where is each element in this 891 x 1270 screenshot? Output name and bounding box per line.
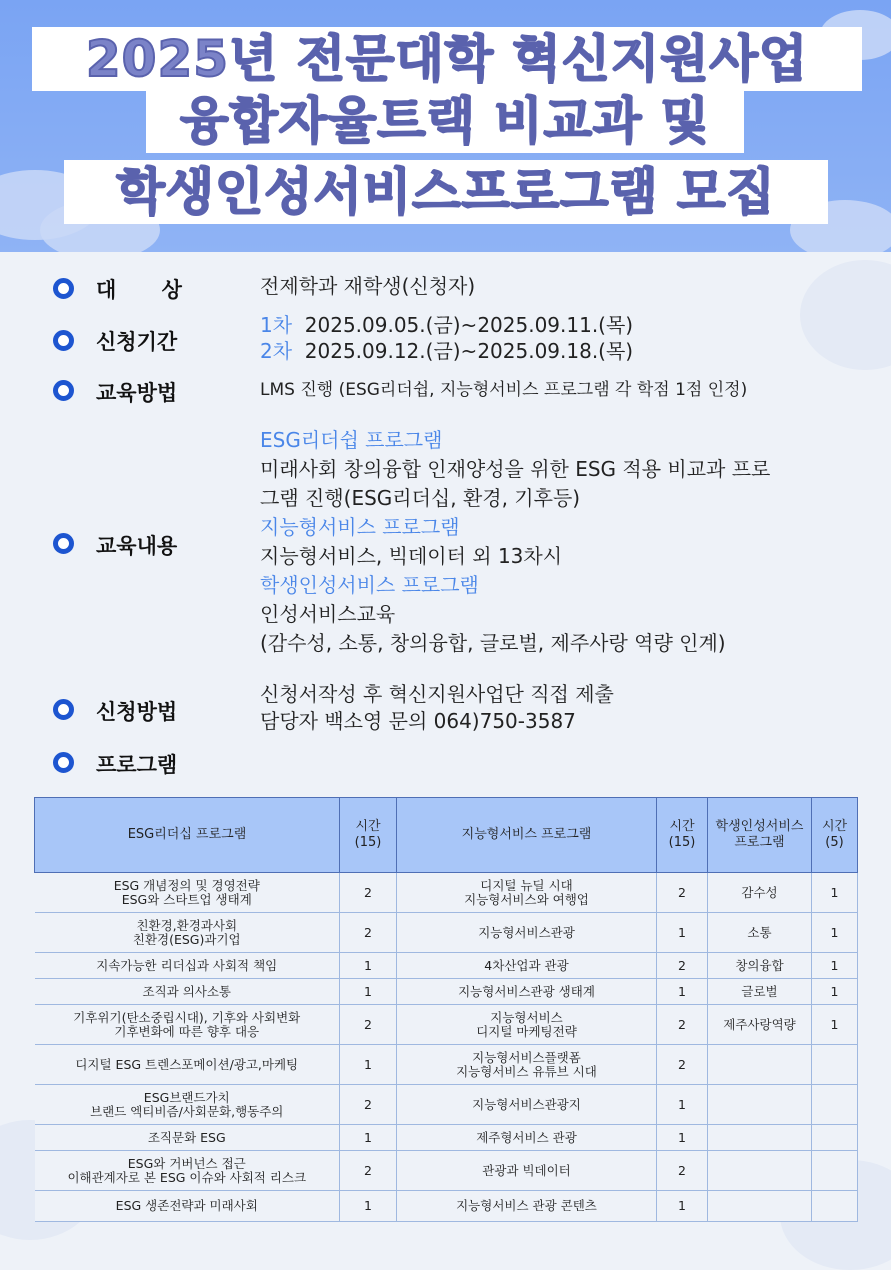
- round2-tag: 2차: [260, 339, 293, 363]
- apply-line-1: 신청서작성 후 혁신지원사업단 직접 제출: [260, 682, 614, 706]
- smart-hours-cell: 1: [657, 1125, 708, 1151]
- period-round1: [260, 311, 633, 339]
- smart-program-desc: 지능형서비스, 빅데이터 외 13차시: [260, 544, 563, 568]
- target-label: 대 상: [96, 278, 182, 302]
- esg-topic-cell: 조직문화 ESG: [35, 1125, 340, 1151]
- header-esg-hours: 시간 (15): [340, 798, 397, 873]
- table-row: [35, 1005, 858, 1045]
- smart-hours-cell: 2: [657, 1151, 708, 1191]
- smart-hours-cell: 1: [657, 913, 708, 953]
- smart-topic-cell: 제주형서비스 관광: [397, 1125, 657, 1151]
- esg-topic-cell: 디지털 ESG 트렌스포메이션/광고,마케팅: [35, 1045, 340, 1085]
- character-hours-cell: [812, 1191, 858, 1222]
- smart-hours-cell: 2: [657, 1045, 708, 1085]
- esg-topic-cell: 기후위기(탄소중립시대), 기후와 사회변화 기후변화에 따른 향후 대응: [35, 1005, 340, 1045]
- smart-hours-cell: 2: [657, 873, 708, 913]
- table-row: [35, 913, 858, 953]
- esg-hours-cell: 1: [340, 953, 397, 979]
- method-value: LMS 진행 (ESG리더쉽, 지능형서비스 프로그램 각 학점 1점 인정): [260, 380, 748, 400]
- character-topic-cell: 감수성: [708, 873, 812, 913]
- bullet-icon: [53, 330, 74, 351]
- period-round2: [260, 337, 633, 365]
- smart-program-title: 지능형서비스 프로그램: [260, 515, 460, 539]
- smart-topic-cell: 지능형서비스관광 생태계: [397, 979, 657, 1005]
- table-row: [35, 1151, 858, 1191]
- smart-topic-cell: 지능형서비스관광지: [397, 1085, 657, 1125]
- character-hours-cell: [812, 1085, 858, 1125]
- character-topic-cell: 글로벌: [708, 979, 812, 1005]
- title-line-3: 학생인성서비스프로그램 모집: [64, 160, 828, 224]
- apply-label: 신청방법: [96, 700, 178, 724]
- smart-hours-cell: 2: [657, 1005, 708, 1045]
- smart-topic-cell: 관광과 빅데이터: [397, 1151, 657, 1191]
- header-character-hours: 시간 (5): [812, 798, 858, 873]
- bullet-icon: [53, 380, 74, 401]
- esg-hours-cell: 2: [340, 1085, 397, 1125]
- character-topic-cell: [708, 1151, 812, 1191]
- character-topic-cell: 창의융합: [708, 953, 812, 979]
- esg-hours-cell: 2: [340, 1151, 397, 1191]
- smart-hours-cell: 1: [657, 979, 708, 1005]
- esg-topic-cell: 친환경,환경과사회 친환경(ESG)과기업: [35, 913, 340, 953]
- table-row: [35, 953, 858, 979]
- bullet-icon: [53, 699, 74, 720]
- character-hours-cell: [812, 1045, 858, 1085]
- esg-hours-cell: 1: [340, 1191, 397, 1222]
- character-topic-cell: [708, 1191, 812, 1222]
- esg-topic-cell: 지속가능한 리더십과 사회적 책임: [35, 953, 340, 979]
- table-row: [35, 873, 858, 913]
- esg-hours-cell: 2: [340, 913, 397, 953]
- smart-topic-cell: 지능형서비스플랫폼 지능형서비스 유튜브 시대: [397, 1045, 657, 1085]
- header-smart: 지능형서비스 프로그램: [397, 798, 657, 873]
- table-row: [35, 1191, 858, 1222]
- header-character: 학생인성서비스 프로그램: [708, 798, 812, 873]
- program-label: 프로그램: [96, 753, 178, 777]
- character-program-desc-2: (감수성, 소통, 창의융합, 글로벌, 제주사랑 역량 인계): [260, 631, 726, 655]
- title-line-2: 융합자율트랙 비교과 및: [146, 89, 744, 153]
- smart-topic-cell: 디지털 뉴딜 시대 지능형서비스와 여행업: [397, 873, 657, 913]
- character-hours-cell: 1: [812, 979, 858, 1005]
- smart-topic-cell: 지능형서비스관광: [397, 913, 657, 953]
- title-line-1: 2025년 전문대학 혁신지원사업: [32, 27, 862, 91]
- esg-topic-cell: ESG브랜드가치 브랜드 엑티비즘/사회문화,행동주의: [35, 1085, 340, 1125]
- table-row: [35, 1045, 858, 1085]
- table-header-row: [35, 798, 858, 873]
- esg-topic-cell: ESG와 거버넌스 접근 이해관계자로 본 ESG 이슈와 사회적 리스크: [35, 1151, 340, 1191]
- esg-program-desc-1: 미래사회 창의융합 인재양성을 위한 ESG 적용 비교과 프로: [260, 457, 771, 481]
- character-topic-cell: [708, 1125, 812, 1151]
- round2-dates: 2025.09.12.(금)~2025.09.18.(목): [304, 339, 634, 363]
- character-topic-cell: 제주사랑역량: [708, 1005, 812, 1045]
- table-row: [35, 1085, 858, 1125]
- character-hours-cell: 1: [812, 873, 858, 913]
- smart-topic-cell: 4차산업과 관광: [397, 953, 657, 979]
- smart-hours-cell: 1: [657, 1191, 708, 1222]
- character-program-title: 학생인성서비스 프로그램: [260, 573, 479, 597]
- bullet-icon: [53, 533, 74, 554]
- character-hours-cell: [812, 1125, 858, 1151]
- period-label: 신청기간: [96, 330, 178, 354]
- cloud-decoration: [800, 260, 891, 370]
- smart-hours-cell: 1: [657, 1085, 708, 1125]
- esg-topic-cell: 조직과 의사소통: [35, 979, 340, 1005]
- table-row: [35, 1125, 858, 1151]
- smart-topic-cell: 지능형서비스 관광 콘텐츠: [397, 1191, 657, 1222]
- character-topic-cell: [708, 1045, 812, 1085]
- esg-hours-cell: 2: [340, 1005, 397, 1045]
- character-hours-cell: 1: [812, 1005, 858, 1045]
- program-table: [34, 797, 858, 1222]
- header-smart-hours: 시간 (15): [657, 798, 708, 873]
- round1-dates: 2025.09.05.(금)~2025.09.11.(목): [304, 313, 634, 337]
- smart-hours-cell: 2: [657, 953, 708, 979]
- header-banner: [0, 0, 891, 252]
- esg-hours-cell: 1: [340, 979, 397, 1005]
- smart-topic-cell: 지능형서비스 디지털 마케팅전략: [397, 1005, 657, 1045]
- esg-topic-cell: ESG 개념정의 및 경영전략 ESG와 스타트업 생태계: [35, 873, 340, 913]
- esg-hours-cell: 1: [340, 1045, 397, 1085]
- character-hours-cell: 1: [812, 913, 858, 953]
- esg-hours-cell: 1: [340, 1125, 397, 1151]
- content-label: 교육내용: [96, 534, 178, 558]
- character-topic-cell: 소통: [708, 913, 812, 953]
- apply-line-2: 담당자 백소영 문의 064)750-3587: [260, 709, 576, 733]
- table-row: [35, 979, 858, 1005]
- method-label: 교육방법: [96, 381, 178, 405]
- character-program-desc-1: 인성서비스교육: [260, 602, 396, 626]
- esg-hours-cell: 2: [340, 873, 397, 913]
- bullet-icon: [53, 752, 74, 773]
- header-esg: ESG리더십 프로그램: [35, 798, 340, 873]
- bullet-icon: [53, 278, 74, 299]
- esg-program-desc-2: 그램 진행(ESG리더십, 환경, 기후등): [260, 486, 581, 510]
- character-hours-cell: 1: [812, 953, 858, 979]
- esg-program-title: ESG리더쉽 프로그램: [260, 428, 443, 452]
- round1-tag: 1차: [260, 313, 293, 337]
- target-value: 전제학과 재학생(신청자): [260, 274, 476, 298]
- character-hours-cell: [812, 1151, 858, 1191]
- esg-topic-cell: ESG 생존전략과 미래사회: [35, 1191, 340, 1222]
- character-topic-cell: [708, 1085, 812, 1125]
